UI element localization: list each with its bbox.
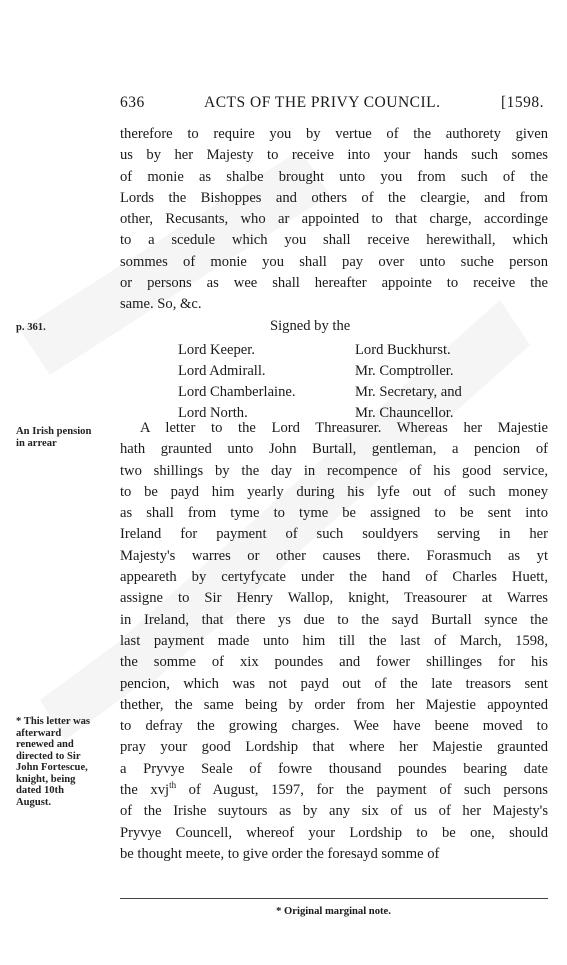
text-line: Majesty's warres or other causes there. Forasmuch as yt [120,547,548,564]
signatory: Mr. Comptroller. [355,363,454,379]
text-line: to be payd him yearly during his lyfe out of such money [120,483,548,500]
signatory: Mr. Secretary, and [355,384,462,400]
signatory: Lord Buckhurst. [355,342,451,358]
text-line: the somme of xix poundes and fower shillinges for his [120,654,548,671]
text-line: Lords the Bishoppes and others of the cleargie, and from [120,189,548,206]
text-line: pray your good Lordship that where her Majestie graunted [120,739,548,756]
signatory: Mr. Chauncellor. [355,405,454,421]
signatory: Lord North. [178,405,248,421]
text-line: a Pryvye Seale of fowre thousand poundes bearing date [120,760,548,777]
margin-note-letter-renewed: * This letter was afterward renewed and directed to Sir John Fortescue, knight, being dated 10th August. [16,716,91,808]
text-line: in Ireland, that there ys due to the sayd Burtall synce the [120,611,548,628]
text-line: hath graunted unto John Burtall, gentleman, a pencion of [120,441,548,458]
text-line: therefore to require you by vertue of the authorety given [120,126,548,142]
text-line: be thought meete, to give order the foresayd somme of [120,845,440,862]
text-line: last payment made unto him till the last of March, 1598, [120,632,548,649]
margin-note-page-ref: p. 361. [16,322,46,333]
text-line: us by her Majesty to receive into your hands such somes [120,147,548,164]
text-line: A letter to the Lord Threasurer. Whereas her Majestie [140,420,548,436]
signatory: Lord Keeper. [178,342,255,358]
running-year: [1598. [500,94,544,111]
paragraph-letter-threasurer [120,418,548,865]
text-line: as shall from tyme to tyme be assigned to be sent into [120,505,548,522]
running-title: ACTS OF THE PRIVY COUNCIL. [204,94,441,111]
text-line: of the Irishe suytours as by any six of us of her Majesty's [120,803,548,820]
text-line: same. So, &c. [120,296,202,313]
text-line: of monie as shalbe brought unto you from such of the [120,168,548,185]
text-line: appeareth by certyfycate under the hand of Charles Huett, [120,569,548,586]
signed-by-heading: Signed by the [270,318,351,334]
signatory: Lord Admirall. [178,363,266,379]
page-header [120,94,544,116]
text-line: Ireland for payment of such souldyers serving in her [120,526,548,543]
footnote: * Original marginal note. [276,906,391,917]
text-line: other, Recusants, who ar appointed to that charge, accordinge [120,211,548,228]
signatures-right-column [355,340,462,424]
text-line: sommes of monie you shall pay over unto suche person [120,253,548,270]
text-fragment: of August, 1597, for the payment of such persons [176,782,548,799]
signatory: Lord Chamberlaine. [178,384,296,400]
signatures-left-column [178,340,296,424]
text-line: Pryvye Councell, whereof your Lordship to be one, should [120,824,548,841]
margin-note-irish-pension: An Irish pension in arrear [16,426,92,449]
text-line: assigne to Sir Henry Wallop, knight, Treasourer at Warres [120,590,548,607]
paragraph-letter-end [120,124,548,316]
text-fragment: the xvj [120,782,170,799]
text-line: pencion, which was not payd out of the late treasors sent [120,675,548,692]
superscript: th [169,780,177,791]
text-line: to a scedule which you shall receive herewithall, which [120,232,548,249]
text-line: to defray the growing charges. Wee have beene moved to [120,718,548,735]
text-line: or persons as wee shall hereafter appointe to receive the [120,275,548,292]
footnote-rule [120,898,548,899]
page-number: 636 [120,94,145,111]
text-line: two shillings by the day in recompence of his good service, [120,462,548,479]
text-line [120,780,548,801]
text-line: thether, the same being by order from her Majestie appoynted [120,696,548,713]
